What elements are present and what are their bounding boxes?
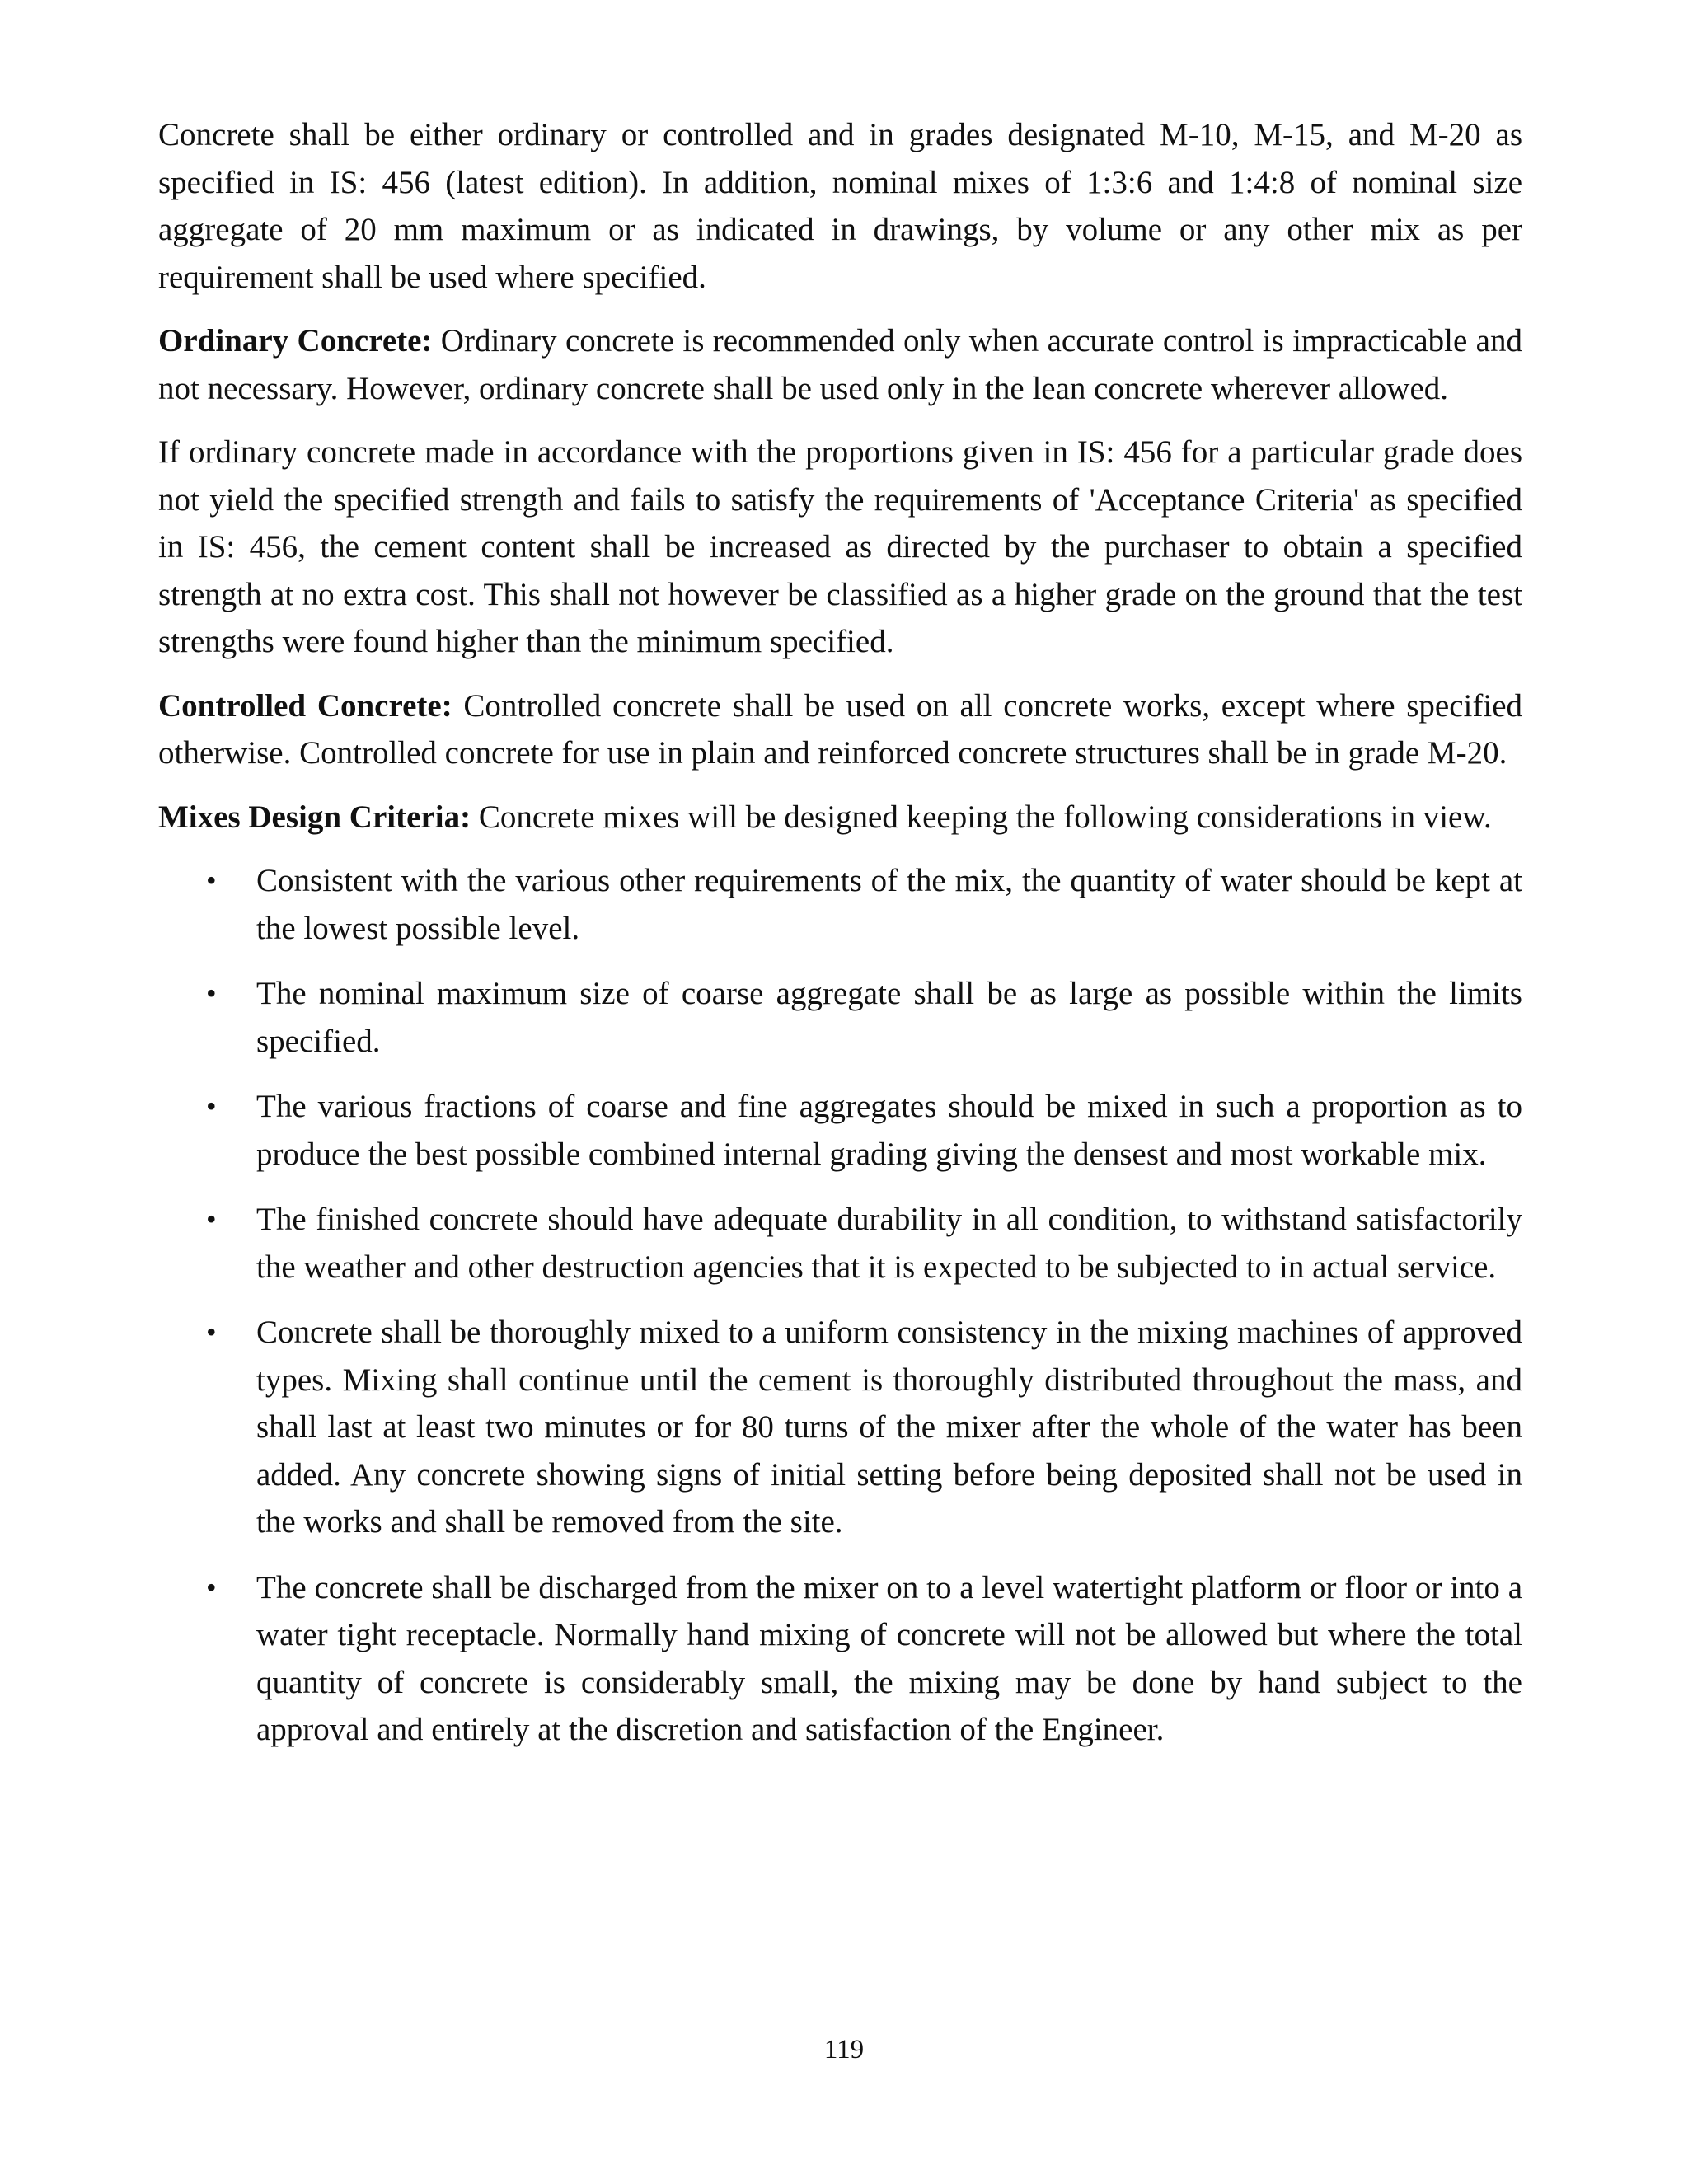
page-number: 119 (823, 2035, 865, 2064)
bullet-icon: • (206, 864, 217, 897)
controlled-concrete-heading: Controlled Concrete: (158, 687, 452, 724)
list-item (158, 857, 1522, 952)
bullet-icon: • (206, 1202, 217, 1235)
bullet-icon: • (206, 977, 217, 1010)
list-item-text: Consistent with the various other requirements of the mix, the quantity of water should be kept at the lowest possible level. (256, 863, 1522, 946)
list-item-text: The concrete shall be discharged from the mixer on to a level watertight platform or floor or into a water tight receptacle. Normally hand mixing of concrete will not be allowed but where the total quantity of concrete is considerably small, the mixing may be done by hand subject to the approval and entirely at the discretion and satisfaction of the Engineer. (256, 1569, 1522, 1747)
list-item-text: The nominal maximum size of coarse aggregate shall be as large as possible within the limits specified. (256, 976, 1522, 1059)
mixes-design-heading: Mixes Design Criteria: (158, 799, 471, 835)
list-item-text: The finished concrete should have adequate durability in all condition, to withstand satisfactorily the weather and other destruction agencies that it is expected to be subjected to in actual service. (256, 1202, 1522, 1285)
controlled-concrete-text: Controlled concrete shall be used on all concrete works, except where specified otherwise. Controlled concrete for use in plain and reinforced concrete structures shall be in grade M-20. (158, 687, 1523, 771)
list-item (158, 1564, 1522, 1754)
list-item (158, 970, 1522, 1065)
bullet-icon: • (206, 1315, 217, 1348)
bullet-icon: • (206, 1090, 217, 1122)
list-item (158, 1196, 1522, 1291)
list-item-text: The various fractions of coarse and fine aggregates should be mixed in such a proportion as to produce the best possible combined internal grading giving the densest and most workable mix. (256, 1089, 1522, 1172)
ordinary-concrete-text: Ordinary concrete is recommended only when accurate control is impracticable and not necessary. However, ordinary concrete shall be used only in the lean concrete wherever allowed. (158, 323, 1522, 406)
ordinary-concrete-paragraph (158, 317, 1522, 412)
bullet-icon: • (206, 1570, 217, 1604)
list-item (158, 1083, 1522, 1178)
list-item (158, 1309, 1522, 1546)
document-page (158, 111, 1522, 1772)
ordinary-strength-paragraph: If ordinary concrete made in accordance with the proportions given in IS: 456 for a particular grade does not yield the specified strength and fails to satisfy the requirements of 'Acceptance Criteria' as specified in IS: 456, the cement content shall be increased as directed by the purchaser to obtain a specified strength at no extra cost. This shall not however be classified as a higher grade on the ground that the test strengths were found higher than the minimum specified. (158, 434, 1522, 659)
design-criteria-list (158, 857, 1522, 1754)
list-item-text: Concrete shall be thoroughly mixed to a uniform consistency in the mixing machines of approved types. Mixing shall continue until the cement is thoroughly distributed throughout the mass, and shall last at least two minutes or for 80 turns of the mixer after the whole of the water has been added. Any concrete showing signs of initial setting before being deposited shall not be used in the works and shall be removed from the site. (256, 1315, 1522, 1540)
mixes-design-text: Concrete mixes will be designed keeping the following considerations in view. (471, 799, 1492, 835)
mixes-design-paragraph (158, 794, 1522, 841)
controlled-concrete-paragraph (158, 682, 1522, 777)
ordinary-concrete-heading: Ordinary Concrete: (158, 323, 433, 359)
intro-paragraph: Concrete shall be either ordinary or controlled and in grades designated M-10, M-15, and M-20 as specified in IS: 456 (latest edition). In addition, nominal mixes of 1:3:6 and 1:4:8 of nominal size aggregate of 20 mm maximum or as indicated in drawings, by volume or any other mix as per requirement shall be used where specified. (158, 117, 1522, 295)
